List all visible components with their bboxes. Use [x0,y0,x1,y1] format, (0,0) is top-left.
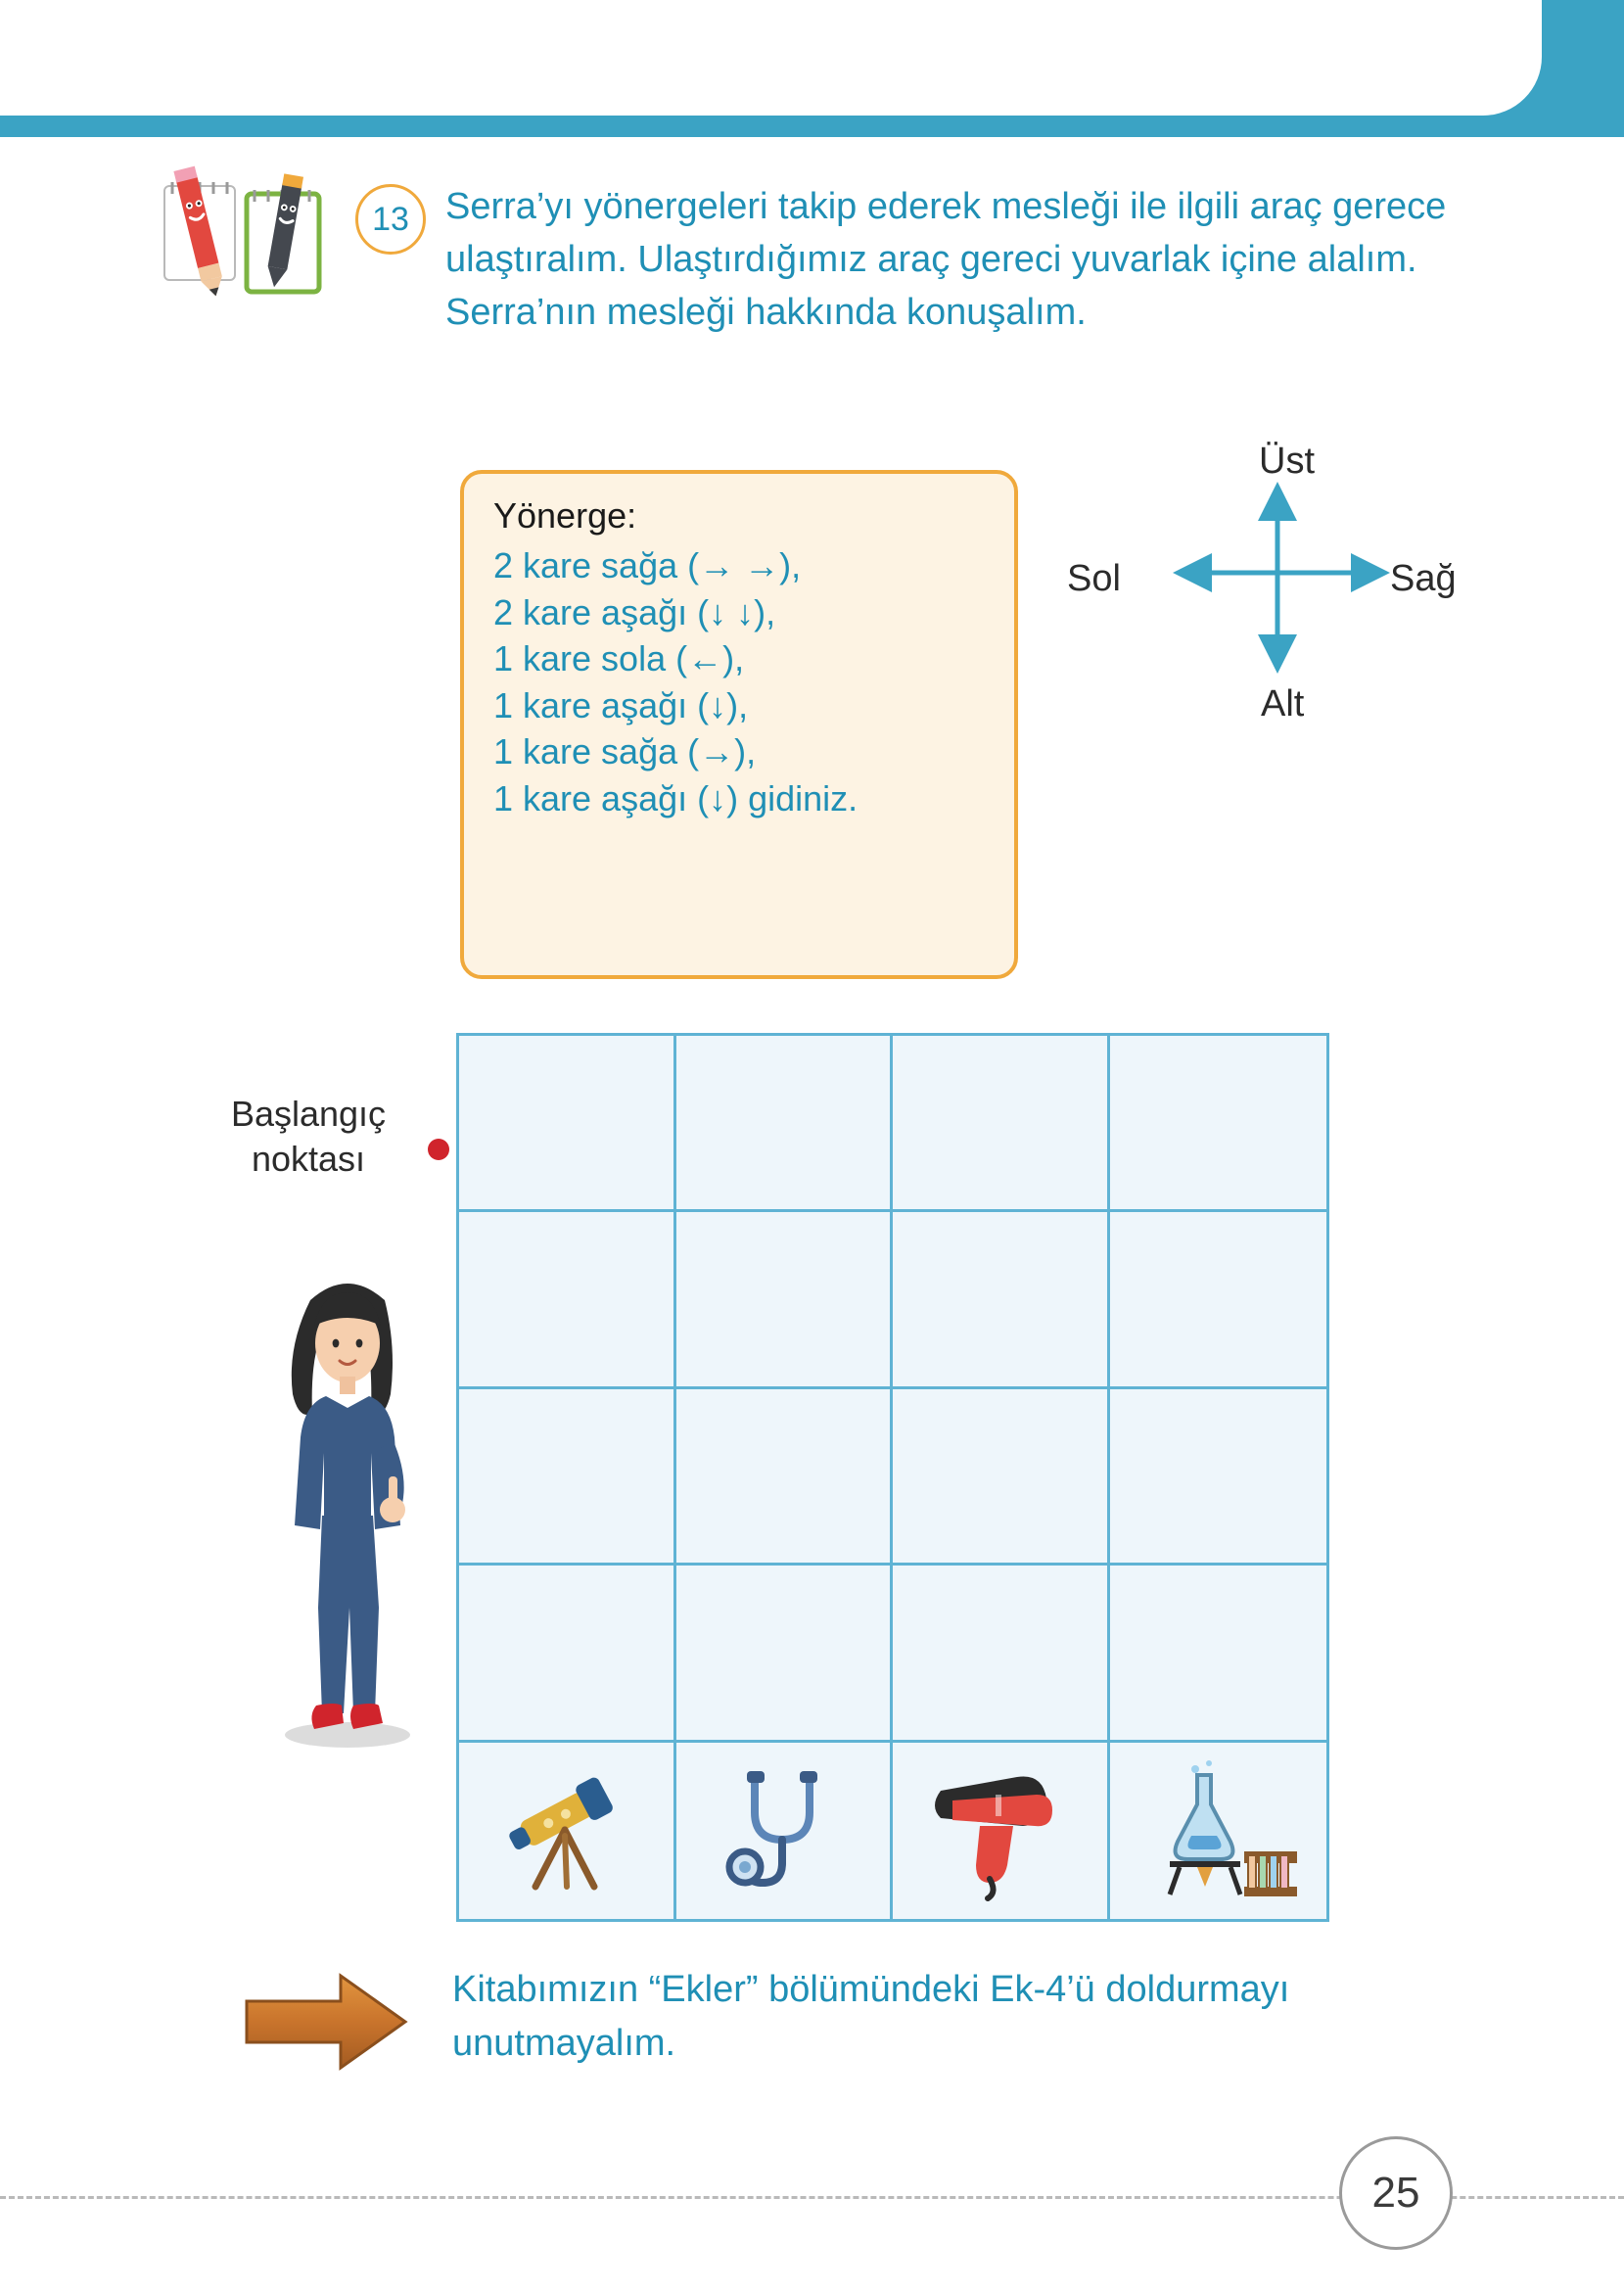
start-point-dot [428,1139,449,1160]
activity-instruction-text: Serra’yı yönergeleri takip ederek mesleği ile ilgili araç gerece ulaştıralım. Ulaştırdığımız araç gereci yuvarlak içine alalım. Serra’nın mesleği hakkında konuşalım. [445,186,1447,333]
header-white-shape [0,0,1542,116]
girl-character-illustration [250,1253,445,1753]
hairdryer-icon [921,1757,1078,1904]
page-number: 25 [1339,2136,1453,2250]
compass-label-up: Üst [1259,441,1315,482]
grid-cell-r4c1[interactable] [459,1566,676,1742]
path-grid[interactable] [456,1033,1329,1922]
grid-cell-r5c4[interactable] [1110,1743,1327,1919]
grid-cell-r4c2[interactable] [676,1566,894,1742]
yonerge-line-1: 2 kare sağa (→ →), [493,545,802,585]
telescope-icon [492,1757,639,1904]
yonerge-line-2: 2 kare aşağı (↓ ↓), [493,591,776,632]
direction-compass [1067,441,1478,734]
start-point-label-line1: Başlangıç [230,1094,387,1134]
grid-cell-r4c4[interactable] [1110,1566,1327,1742]
grid-cell-r1c1[interactable] [459,1036,676,1212]
grid-cell-r2c3[interactable] [893,1212,1110,1388]
grid-cell-r2c4[interactable] [1110,1212,1327,1388]
yonerge-box [460,470,1018,979]
start-point-label [186,1092,431,1182]
notepad-pencil-illustration [157,164,352,321]
yonerge-title: Yönerge: [493,495,637,536]
compass-label-down: Alt [1261,683,1305,725]
grid-cell-r4c3[interactable] [893,1566,1110,1742]
page-header-band [0,0,1624,137]
grid-cell-r1c3[interactable] [893,1036,1110,1212]
yonerge-line-4: 1 kare aşağı (↓), [493,684,749,725]
grid-cell-r1c2[interactable] [676,1036,894,1212]
stethoscope-icon [710,1757,857,1904]
grid-cell-r3c3[interactable] [893,1389,1110,1566]
yonerge-line-6: 1 kare aşağı (↓) gidiniz. [493,777,858,818]
yonerge-line-5: 1 kare sağa (→), [493,731,757,772]
grid-cell-r5c3[interactable] [893,1743,1110,1919]
grid-cell-r1c4[interactable] [1110,1036,1327,1212]
compass-label-right: Sağ [1390,558,1457,599]
compass-label-left: Sol [1067,558,1121,599]
footer-note-text: Kitabımızın “Ekler” bölümündeki Ek-4’ü doldurmayı unutmayalım. [452,1969,1290,2065]
grid-cell-r3c2[interactable] [676,1389,894,1566]
grid-cell-r2c1[interactable] [459,1212,676,1388]
arrow-icon [243,1968,409,2076]
start-point-label-line2: noktası [251,1139,366,1180]
laboratory-flask-icon [1135,1757,1301,1904]
grid-cell-r3c4[interactable] [1110,1389,1327,1566]
grid-cell-r5c2[interactable] [676,1743,894,1919]
yonerge-line-3: 1 kare sola (←), [493,638,745,679]
grid-cell-r2c2[interactable] [676,1212,894,1388]
activity-number-badge: 13 [355,184,426,255]
grid-cell-r5c1[interactable] [459,1743,676,1919]
grid-cell-r3c1[interactable] [459,1389,676,1566]
